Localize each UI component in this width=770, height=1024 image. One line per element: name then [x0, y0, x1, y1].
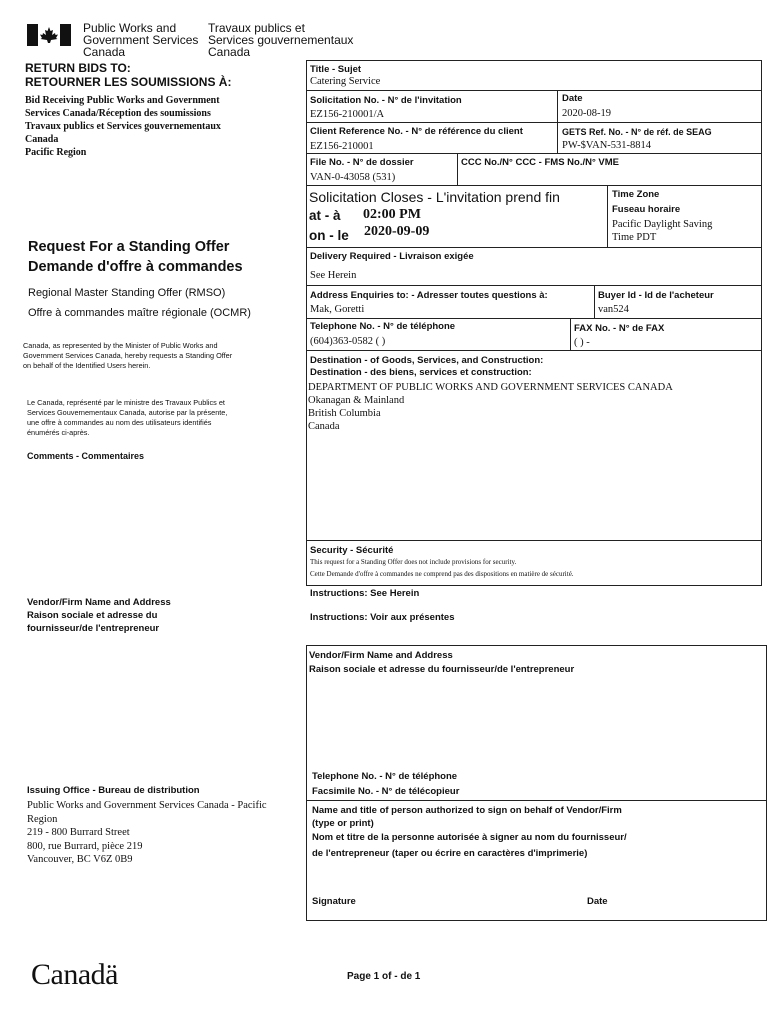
- closes-at-time: 02:00 PM: [363, 207, 421, 222]
- statement-line: Government Services Canada, hereby requests a Standing Offer: [23, 351, 233, 360]
- vendor-facsimile-label: Facsimile No. - N° de télécopieur: [312, 786, 460, 797]
- time-zone-value-2: Time PDT: [612, 232, 657, 243]
- issuing-office-address: [27, 799, 267, 867]
- signature-date-label: Date: [587, 896, 608, 907]
- statement-line: énumérés ci-après.: [27, 428, 90, 437]
- authorized-name-label-en-2: (type or print): [312, 818, 374, 829]
- statement-line: on behalf of the Identified Users herein.: [23, 361, 151, 370]
- page-number: Page 1 of - de 1: [347, 971, 421, 982]
- return-address-line: Travaux publics et Services gouvernementaux: [25, 121, 221, 132]
- return-bids-heading-en: RETURN BIDS TO:: [25, 61, 131, 75]
- canada-flag-icon: [27, 24, 71, 46]
- request-title-en: Request For a Standing Offer: [28, 239, 230, 255]
- telephone-label: Telephone No. - N° de téléphone: [310, 321, 456, 332]
- client-ref-label: Client Reference No. - N° de référence du client: [310, 126, 523, 137]
- ccc-no-label: CCC No./N° CCC - FMS No./N° VME: [461, 157, 620, 168]
- address-enquiries-value: Mak, Goretti: [310, 304, 365, 315]
- return-address-line: Pacific Region: [25, 147, 87, 158]
- dept-name-en-line1: Public Works and: [83, 21, 177, 35]
- solicitation-closes-label: Solicitation Closes - L'invitation prend fin: [309, 189, 560, 205]
- request-title-fr: Demande d'offre à commandes: [28, 259, 243, 275]
- buyer-id-label: Buyer Id - Id de l'acheteur: [598, 290, 714, 301]
- dept-name-en-line3: Canada: [83, 45, 126, 59]
- canada-wordmark: Canadä: [31, 958, 118, 991]
- vendor-label-line: Vendor/Firm Name and Address: [27, 597, 171, 608]
- time-zone-value-1: Pacific Daylight Saving: [612, 219, 713, 230]
- client-ref-value: EZ156-210001: [310, 141, 374, 152]
- gets-ref-label: GETS Ref. No. - N° de réf. de SEAG: [562, 127, 712, 137]
- destination-line: Okanagan & Mainland: [308, 395, 405, 406]
- government-header: [25, 22, 365, 62]
- dept-name-fr-line2: Services gouvernementaux: [208, 33, 354, 47]
- delivery-label: Delivery Required - Livraison exigée: [310, 251, 474, 262]
- return-address: [25, 94, 221, 159]
- delivery-value: See Herein: [310, 270, 357, 281]
- statement-line: Le Canada, représenté par le ministre des Travaux Publics et: [27, 398, 225, 407]
- authorized-name-label-fr-1: Nom et titre de la personne autorisée à signer au nom du fournisseur/: [312, 832, 627, 843]
- closes-on-label: on - le: [309, 228, 349, 243]
- destination-line: Canada: [308, 421, 340, 432]
- destination-label-fr: Destination - des biens, services et construction:: [310, 367, 532, 378]
- destination-label-en: Destination - of Goods, Services, and Construction:: [310, 355, 544, 366]
- canada-statement-fr: [27, 398, 227, 438]
- dept-name-en-line2: Government Services: [83, 33, 199, 47]
- signature-label: Signature: [312, 896, 356, 907]
- closes-at-label: at - à: [309, 208, 341, 223]
- title-value: Catering Service: [310, 76, 381, 87]
- vendor-info-box: [306, 645, 767, 921]
- date-label: Date: [562, 93, 583, 104]
- destination-address: [308, 381, 673, 433]
- vendor-telephone-label: Telephone No. - N° de téléphone: [312, 771, 458, 782]
- date-value: 2020-08-19: [562, 108, 611, 119]
- vendor-label-line: Raison sociale et adresse du: [27, 610, 158, 621]
- security-label: Security - Sécurité: [310, 545, 394, 556]
- fax-value: ( ) -: [574, 337, 590, 348]
- solicitation-no-label: Solicitation No. - N° de l'invitation: [310, 95, 462, 106]
- vendor-label-line: fournisseur/de l'entrepreneur: [27, 623, 160, 634]
- address-enquiries-label: Address Enquiries to: - Adresser toutes questions à:: [310, 290, 548, 301]
- statement-line: Canada, as represented by the Minister of Public Works and: [23, 341, 218, 350]
- statement-line: Services Gouvernementaux Canada, autorise par la présente,: [27, 408, 228, 417]
- file-no-label: File No. - N° de dossier: [310, 157, 414, 168]
- issuing-address-line: Public Works and Government Services Canada - Pacific: [27, 800, 267, 811]
- buyer-id-value: van524: [598, 304, 629, 315]
- security-text-fr: Cette Demande d'offre à commandes ne comprend pas des dispositions en matière de sécurité.: [310, 570, 574, 578]
- dept-name-fr-line3: Canada: [208, 45, 251, 59]
- issuing-address-line: Vancouver, BC V6Z 0B9: [27, 854, 133, 865]
- time-zone-label-fr: Fuseau horaire: [612, 204, 681, 215]
- issuing-address-line: Region: [27, 813, 58, 825]
- canada-statement-en: [23, 341, 232, 371]
- fax-label: FAX No. - N° de FAX: [574, 323, 665, 334]
- gets-ref-value: PW-$VAN-531-8814: [562, 140, 652, 151]
- authorized-name-label-en-1: Name and title of person authorized to sign on behalf of Vendor/Firm: [312, 805, 622, 816]
- comments-label: Comments - Commentaires: [27, 451, 145, 461]
- solicitation-no-value: EZ156-210001/A: [310, 109, 385, 120]
- vendor-box-label-en: Vendor/Firm Name and Address: [309, 650, 453, 661]
- statement-line: une offre à commandes au nom des utilisateurs identifiés: [27, 418, 212, 427]
- security-text-en: This request for a Standing Offer does not include provisions for security.: [310, 558, 517, 566]
- instructions-fr: Instructions: Voir aux présentes: [310, 612, 455, 623]
- vendor-box-label-fr: Raison sociale et adresse du fournisseur/de l'entrepreneur: [309, 664, 575, 675]
- instructions-en: Instructions: See Herein: [310, 588, 420, 599]
- issuing-address-line: 219 - 800 Burrard Street: [27, 827, 130, 838]
- destination-line: British Columbia: [308, 408, 381, 419]
- rmso-label-en: Regional Master Standing Offer (RMSO): [28, 287, 226, 299]
- issuing-address-line: 800, rue Burrard, pièce 219: [27, 840, 143, 852]
- file-no-value: VAN-0-43058 (531): [310, 172, 396, 183]
- issuing-office-label: Issuing Office - Bureau de distribution: [27, 785, 200, 796]
- rmso-label-fr: Offre à commandes maître régionale (OCMR): [28, 307, 251, 319]
- return-address-line: Canada: [25, 134, 59, 145]
- return-address-line: Services Canada/Réception des soumissions: [25, 108, 211, 119]
- return-bids-heading-fr: RETOURNER LES SOUMISSIONS À:: [25, 75, 232, 89]
- dept-name-fr-line1: Travaux publics et: [208, 21, 305, 35]
- closes-on-date: 2020-09-09: [364, 224, 430, 239]
- telephone-value: (604)363-0582 ( ): [310, 336, 386, 347]
- title-label: Title - Sujet: [310, 64, 362, 75]
- destination-line: DEPARTMENT OF PUBLIC WORKS AND GOVERNMENT SERVICES CANADA: [308, 382, 673, 393]
- return-address-line: Bid Receiving Public Works and Government: [25, 95, 220, 106]
- time-zone-label-en: Time Zone: [612, 189, 660, 200]
- authorized-name-label-fr-2: de l'entrepreneur (taper ou écrire en caractères d'imprimerie): [312, 848, 588, 859]
